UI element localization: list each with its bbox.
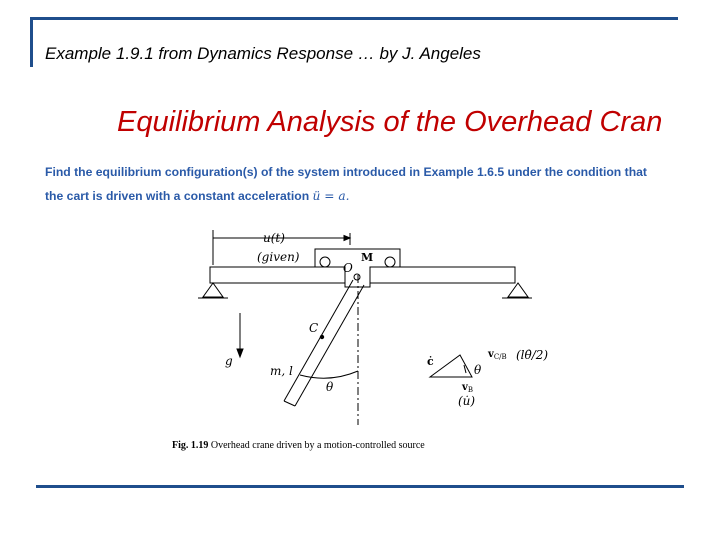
left-support [203, 283, 223, 297]
label-theta: θ [326, 380, 334, 394]
gravity-arrow-head [237, 349, 243, 357]
problem-line-2 [45, 184, 705, 208]
theta-arc [300, 371, 358, 378]
label-vb-v: v [462, 382, 468, 393]
problem-statement [45, 160, 705, 208]
label-vcb-sub: C/B [493, 353, 507, 361]
u-arrow-head [344, 236, 350, 241]
cart-wheel-right [385, 257, 395, 267]
cart-wheel-left [320, 257, 330, 267]
label-vb-sub: B [467, 386, 473, 394]
label-vcb-value: (lθ̇/2) [516, 348, 549, 362]
label-vcb [487, 349, 507, 361]
label-vcb-v: v [488, 349, 494, 360]
bottom-rule [36, 485, 684, 488]
label-c-dot: ċ [427, 355, 434, 368]
problem-line-2-text: the cart is driven with a constant acceleration [45, 189, 310, 203]
problem-line-2-math: ü = a. [312, 189, 350, 203]
label-M: M [361, 251, 374, 264]
mass-center-point [320, 335, 324, 339]
right-support [508, 283, 528, 297]
top-rule [30, 17, 678, 20]
label-C: C [309, 321, 319, 335]
slide-title: Equilibrium Analysis of the Overhead Cran [117, 106, 663, 138]
label-g: g [225, 354, 233, 368]
caption-figure-number: Fig. 1.19 [172, 440, 209, 451]
problem-line-1: Find the equilibrium configuration(s) of the system introduced in Example 1.6.5 under the condition that [45, 165, 647, 179]
label-ml: m, l [270, 364, 293, 378]
label-given: (given) [257, 250, 300, 264]
label-theta-triangle: θ [474, 363, 482, 377]
caption-text: Overhead crane driven by a motion-controlled source [210, 440, 425, 451]
label-u: u(t) [263, 231, 285, 245]
velocity-triangle [430, 355, 472, 377]
figure-caption [172, 440, 425, 451]
label-udot: (u̇) [458, 394, 476, 408]
label-vb [461, 382, 473, 394]
pivot-point [354, 274, 360, 280]
pendulum-end [284, 401, 295, 406]
slide-subtitle: Example 1.9.1 from Dynamics Response … by J. Angeles [45, 44, 481, 63]
overhead-crane-figure [170, 225, 590, 435]
left-rule [30, 17, 33, 67]
label-O: O [343, 261, 353, 275]
pendulum-edge-left [284, 280, 353, 401]
